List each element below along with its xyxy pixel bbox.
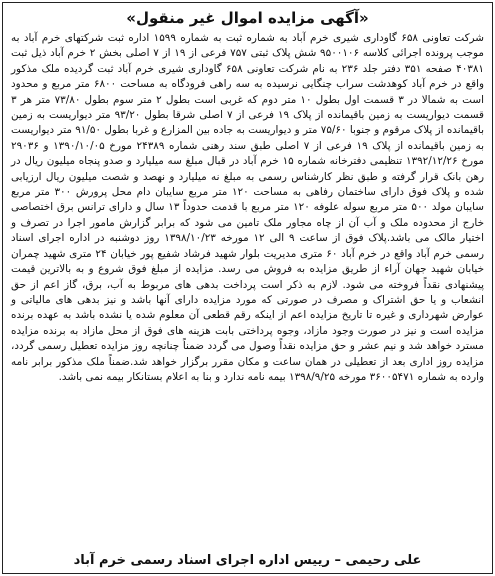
auction-notice [2, 2, 493, 574]
notice-title: «آگهی مزایده اموال غیر منقول» [126, 9, 369, 27]
notice-signature: علی رحیمی – رییس اداره اجرای اسناد رسمی خرم آباد [73, 553, 422, 568]
notice-body: شرکت تعاونی ۶۵۸ گاوداری شیری خرم آباد به شماره ثبت به شماره ۱۵۹۹ اداره ثبت شرکتهای خرم آباد به موجب پرونده اجرائی کلاسه ۹۵۰۰۱۰۶ شش پلاک ثبتی ۷۵۷ فرعی از ۱۹ از ۷ اصلی بخش ۲ خرم آباد ذیل ثبت ۴۰۳۸۱ صفحه ۳۵۱ دفتر جلد ۲۳۶ به نام شرکت تعاونی ۶۵۸ گاوداری شیری خرم آباد ثبت گردیده ملک مذکور واقع در خرم آباد کوهدشت سراب چنگایی نرسیده به سه راهی فرودگاه به مساحت ۶۸۰۰ متر مربع و محدود است به شمالا در ۳ قسمت اول بطول ۱۰ متر دوم که غربی است بطول ۲ متر سوم بطول ۷۳/۸۰ متر هر ۳ قسمت دیواریست به زمین باقیمانده از پلاک ۱۹ فرعی از ۷ اصلی شرقا بطول ۹۳/۲۰ متر دیواریست به زمین باقیمانده از پلاک مرقوم و جنوبا ۷۵/۶۰ متر و دیواریست به جاده بین المزارع و غربا بطول ۹۱/۵۰ متر دیواریست به زمین باقیمانده از پلاک ۱۹ فرعی از ۷ اصلی طبق سند رهنی شماره ۲۴۳۸۹ مورخ ۱۳۹۰/۱۰/۰۵ و ۲۹۰۳۶ مورخ ۱۳۹۲/۱۲/۲۶ تنظیمی دفترخانه شماره ۱۵ خرم آباد در قبال مبلغ سه میلیارد و صدو پنجاه میلیون ریال در رهن بانک قرار گرفته و طبق نظر کارشناس رسمی به مبلغ نه میلیارد و نهصد و شصت میلیون ریال ارزیابی شده و پلاک فوق دارای ساختمان رفاهی به مساحت ۱۲۰ متر مربع سایبان دام محل پرورش ۳۰۰ متر مربع سایبان مولد ۵۰۰ متر مربع سوله علوفه ۱۲۰ متر مربع با قدمت حدوداً ۱۳ سال و دارای ترانس برق اختصاصی خارج از محدوده ملک و آب آن از چاه مجاور ملک تامین می شود که برابر گزارش مامور اجرا در تصرف و اختیار مالک می باشد.پلاک فوق از ساعت ۹ الی ۱۲ مورخه ۱۳۹۸/۱۰/۲۳ روز دوشنبه در اداره اجرای اسناد رسمی خرم آباد واقع در خرم آباد ۶۰ متری مدیریت بلوار شهید فرشاد شفیع پور خیابان ۲۴ متری شهید چمران خیابان شهید جهان آراء از طریق مزایده به فروش می رسد. مزایده از مبلغ فوق شروع و به بالاترین قیمت پیشنهادی نقداً فروخته می شود. لازم به ذکر است پرداخت بدهی های مربوط به آب، برق، گاز اعم از حق انشعاب و یا حق اشتراک و مصرف در صورتی که مورد مزایده دارای آنها باشد و نیز بدهی های مالیاتی و عوارض شهرداری و غیره تا تاریخ مزایده اعم از اینکه رقم قطعی آن معلوم شده یا نشده باشد به عهده برنده مزایده است و نیز در صورت وجود مازاد، وجوه پرداختی بابت هزینه های فوق از محل مازاد به برنده مزایده مسترد خواهد شد و نیم عشر و حق مزایده نقداً وصول می گردد ضمناً چنانچه روز مزایده تعطیل رسمی گردد، مزایده روز اداری بعد از تعطیلی در همان ساعت و مکان مقرر برگزار خواهد شد.ضمناً ملک مذکور برابر نامه وارده به شماره ۳۶۰۰۵۴۷۱ مورخه ۱۳۹۸/۹/۲۵ بیمه نامه ندارد و بنا به اعلام بستانکار بیمه نمی باشد. [11, 32, 485, 383]
